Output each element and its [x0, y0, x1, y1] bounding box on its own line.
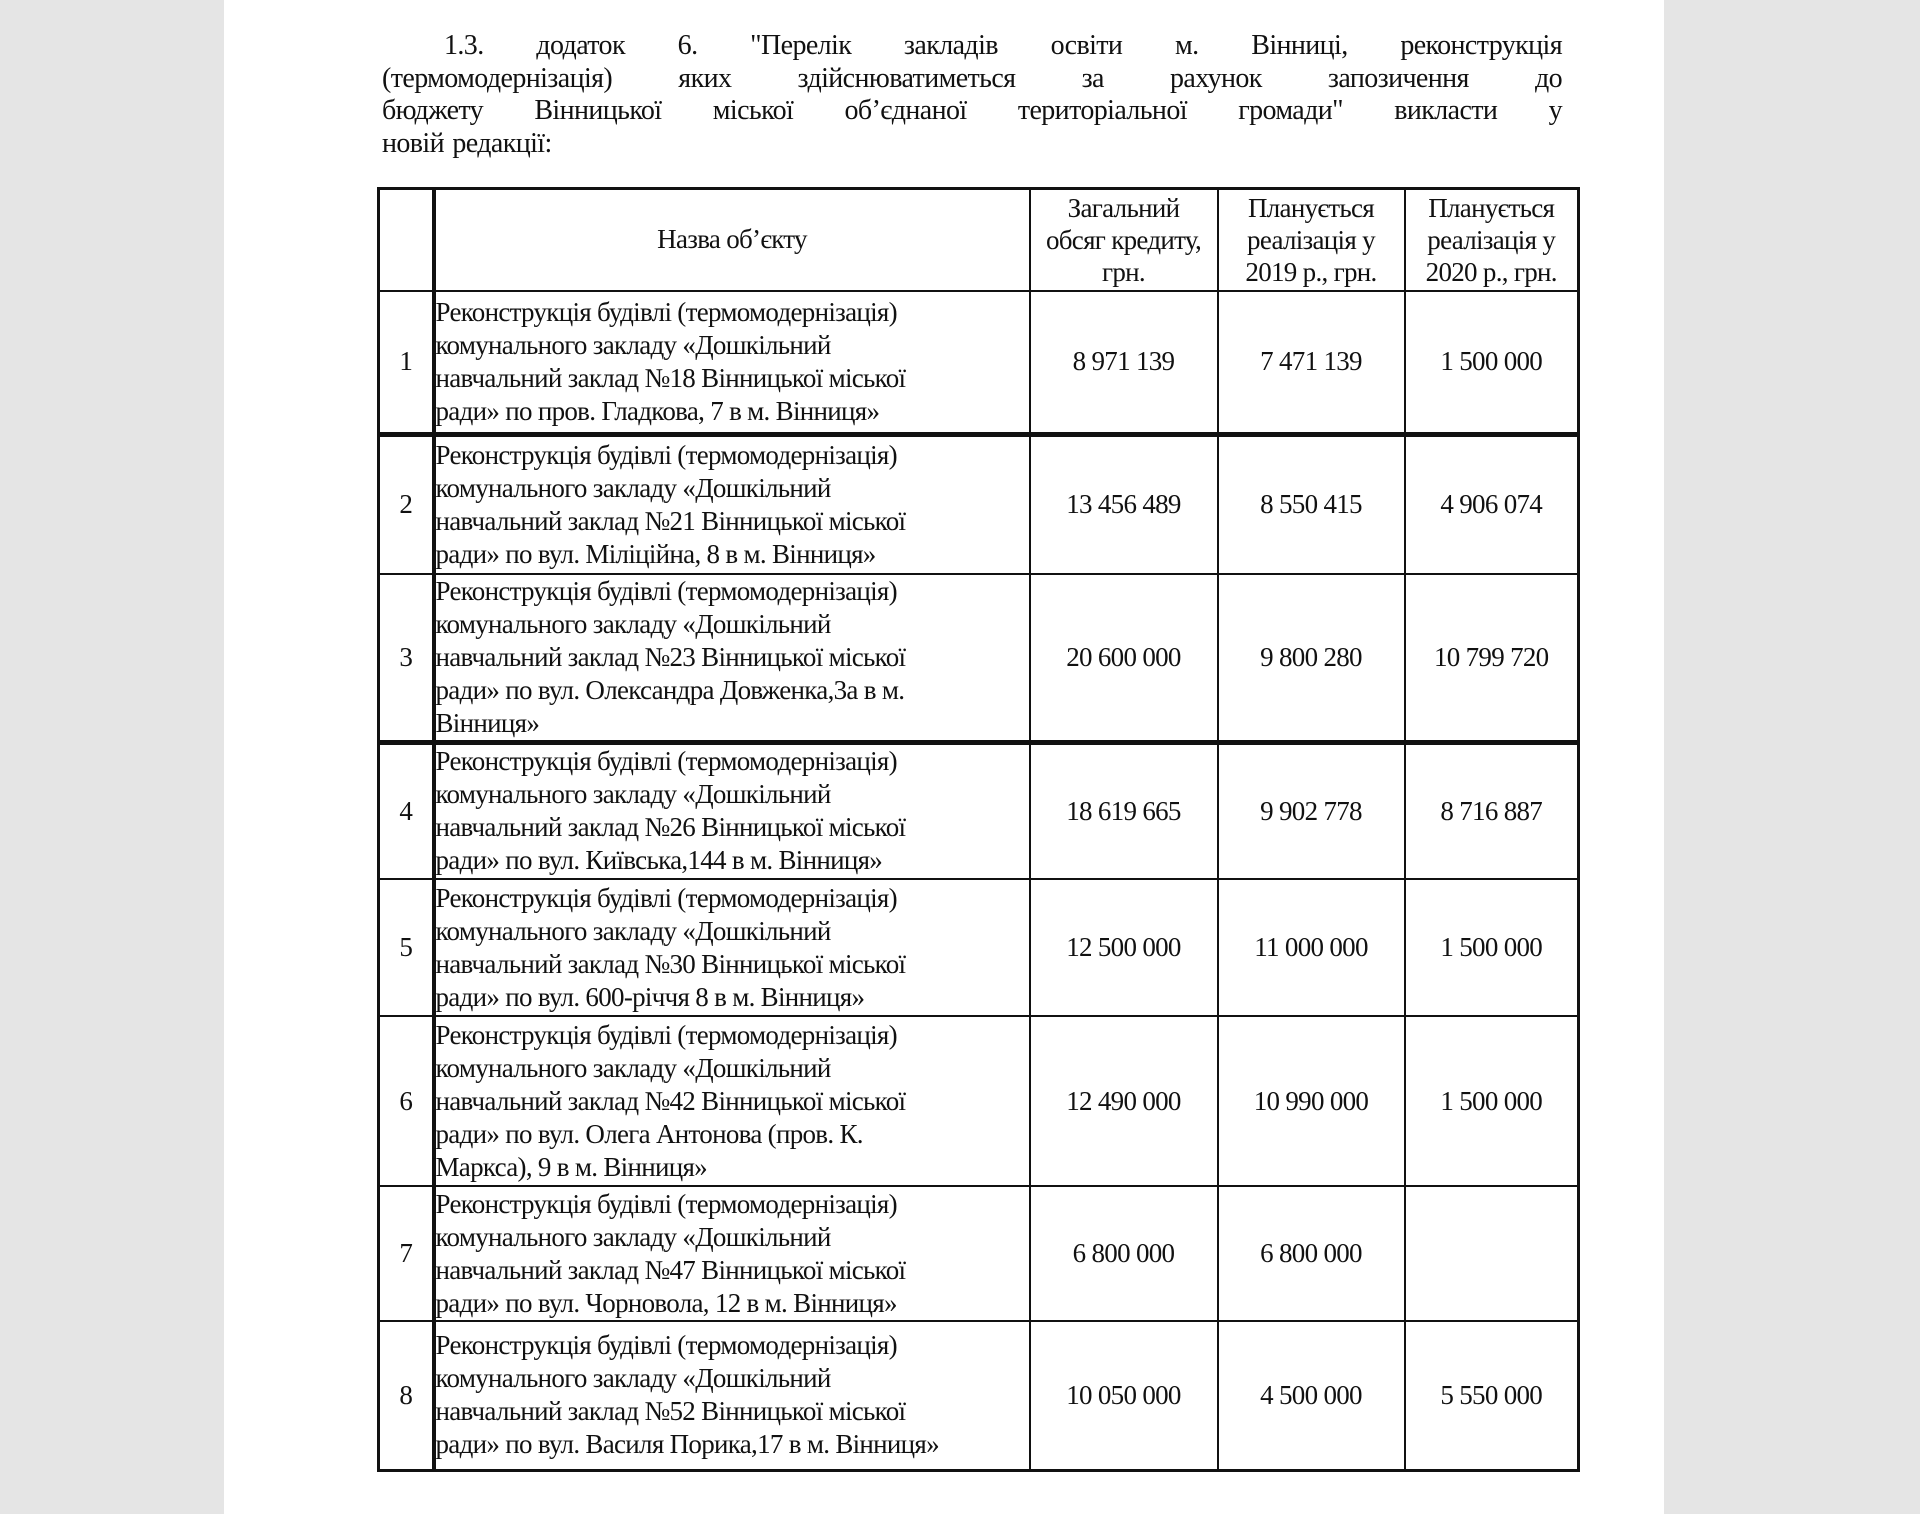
name-line: навчальний заклад №42 Вінницької міської: [435, 1085, 906, 1116]
total-credit: 12 490 000: [1030, 1016, 1218, 1186]
name-line: ради» по вул. Міліційна, 8 в м. Вінниця»: [435, 538, 876, 569]
name-line: комунального закладу «Дошкільний: [435, 1052, 831, 1083]
name-line: комунального закладу «Дошкільний: [435, 915, 831, 946]
name-line: навчальний заклад №18 Вінницької міської: [435, 362, 906, 393]
object-name: [434, 291, 1030, 435]
object-name: [434, 742, 1030, 879]
intro-line: бюджету Вінницької міської об’єднаної територіальної громади" викласти у: [382, 95, 1562, 126]
total-credit: 10 050 000: [1030, 1321, 1218, 1470]
plan-2020: 5 550 000: [1405, 1321, 1579, 1470]
name-line: ради» по пров. Гладкова, 7 в м. Вінниця»: [435, 395, 880, 426]
table-row: [379, 1016, 1579, 1186]
intro-paragraph: [382, 30, 1562, 160]
name-line: навчальний заклад №30 Вінницької міської: [435, 948, 906, 979]
plan-2019: 9 800 280: [1218, 574, 1405, 743]
row-number: 7: [379, 1186, 434, 1321]
plan-2020: 1 500 000: [1405, 291, 1579, 435]
total-credit: 20 600 000: [1030, 574, 1218, 743]
table-row: [379, 879, 1579, 1016]
header-line: Назва об’єкту: [657, 224, 807, 255]
name-line: Реконструкція будівлі (термомодернізація): [435, 1019, 897, 1050]
name-line: ради» по вул. Олега Антонова (пров. К.: [435, 1118, 863, 1149]
header-plan-2020: [1405, 189, 1579, 291]
name-line: навчальний заклад №47 Вінницької міської: [435, 1254, 906, 1285]
header-object-name: [434, 189, 1030, 291]
plan-2019: 10 990 000: [1218, 1016, 1405, 1186]
header-line: реалізація у: [1247, 224, 1375, 255]
plan-2020: 4 906 074: [1405, 435, 1579, 574]
table-header-row: [379, 189, 1579, 291]
header-number: [379, 189, 434, 291]
plan-2020: 8 716 887: [1405, 742, 1579, 879]
row-number: 6: [379, 1016, 434, 1186]
total-credit: 18 619 665: [1030, 742, 1218, 879]
plan-2019: 11 000 000: [1218, 879, 1405, 1016]
plan-2020: [1405, 1186, 1579, 1321]
plan-2019: 8 550 415: [1218, 435, 1405, 574]
header-total-credit: [1030, 189, 1218, 291]
plan-2019: 4 500 000: [1218, 1321, 1405, 1470]
object-name: [434, 879, 1030, 1016]
header-line: Планується: [1428, 192, 1555, 223]
name-line: навчальний заклад №26 Вінницької міської: [435, 812, 906, 843]
header-line: грн.: [1102, 256, 1145, 287]
name-line: комунального закладу «Дошкільний: [435, 608, 831, 639]
name-line: Реконструкція будівлі (термомодернізація): [435, 575, 897, 606]
object-name: [434, 1321, 1030, 1470]
name-line: навчальний заклад №52 Вінницької міської: [435, 1396, 906, 1427]
table-row: [379, 1186, 1579, 1321]
name-line: Реконструкція будівлі (термомодернізація): [435, 746, 897, 777]
name-line: навчальний заклад №23 Вінницької міської: [435, 641, 906, 672]
row-number: 1: [379, 291, 434, 435]
row-number: 5: [379, 879, 434, 1016]
name-line: комунального закладу «Дошкільний: [435, 1221, 831, 1252]
table-row: [379, 435, 1579, 574]
name-line: ради» по вул. 600-річчя 8 в м. Вінниця»: [435, 981, 865, 1012]
name-line: ради» по вул. Василя Порика,17 в м. Вінниця»: [435, 1429, 939, 1460]
header-line: Загальний: [1067, 192, 1180, 223]
header-line: обсяг кредиту,: [1045, 224, 1202, 255]
table-row: [379, 291, 1579, 435]
name-line: комунального закладу «Дошкільний: [435, 779, 831, 810]
row-number: 8: [379, 1321, 434, 1470]
intro-line: новій редакції:: [382, 127, 552, 159]
table-row: [379, 1321, 1579, 1470]
plan-2020: 10 799 720: [1405, 574, 1579, 743]
object-name: [434, 574, 1030, 743]
plan-2019: 7 471 139: [1218, 291, 1405, 435]
name-line: навчальний заклад №21 Вінницької міської: [435, 505, 906, 536]
name-line: ради» по вул. Київська,144 в м. Вінниця»: [435, 845, 883, 876]
name-line: Реконструкція будівлі (термомодернізація): [435, 882, 897, 913]
header-line: реалізація у: [1427, 224, 1556, 255]
name-line: комунального закладу «Дошкільний: [435, 329, 831, 360]
name-line: комунального закладу «Дошкільний: [435, 472, 831, 503]
header-plan-2019: [1218, 189, 1405, 291]
objects-table: [377, 187, 1580, 1472]
object-name: [434, 1016, 1030, 1186]
table-row: [379, 574, 1579, 743]
header-line: 2020 р., грн.: [1425, 256, 1557, 287]
total-credit: 12 500 000: [1030, 879, 1218, 1016]
name-line: ради» по вул. Чорновола, 12 в м. Вінниця»: [435, 1287, 897, 1318]
total-credit: 6 800 000: [1030, 1186, 1218, 1321]
object-name: [434, 1186, 1030, 1321]
name-line: комунального закладу «Дошкільний: [435, 1363, 831, 1394]
plan-2019: 9 902 778: [1218, 742, 1405, 879]
plan-2020: 1 500 000: [1405, 1016, 1579, 1186]
table-row: [379, 742, 1579, 879]
name-line: Вінниця»: [435, 707, 540, 738]
name-line: Реконструкція будівлі (термомодернізація): [435, 1330, 897, 1361]
row-number: 4: [379, 742, 434, 879]
name-line: Реконструкція будівлі (термомодернізація): [435, 296, 897, 327]
name-line: Маркса), 9 в м. Вінниця»: [435, 1151, 707, 1182]
plan-2019: 6 800 000: [1218, 1186, 1405, 1321]
name-line: Реконструкція будівлі (термомодернізація): [435, 439, 897, 470]
plan-2020: 1 500 000: [1405, 879, 1579, 1016]
row-number: 2: [379, 435, 434, 574]
total-credit: 13 456 489: [1030, 435, 1218, 574]
name-line: Реконструкція будівлі (термомодернізація): [435, 1188, 897, 1219]
total-credit: 8 971 139: [1030, 291, 1218, 435]
object-name: [434, 435, 1030, 574]
header-line: Планується: [1247, 192, 1374, 223]
name-line: ради» по вул. Олександра Довженка,3а в м.: [435, 674, 905, 705]
header-line: 2019 р., грн.: [1245, 256, 1377, 287]
row-number: 3: [379, 574, 434, 743]
intro-line: 1.3. додаток 6. "Перелік закладів освіти м. Вінниці, реконструкція: [444, 30, 1562, 61]
intro-line: (термомодернізація) яких здійснюватиметься за рахунок запозичення до: [382, 62, 1562, 94]
